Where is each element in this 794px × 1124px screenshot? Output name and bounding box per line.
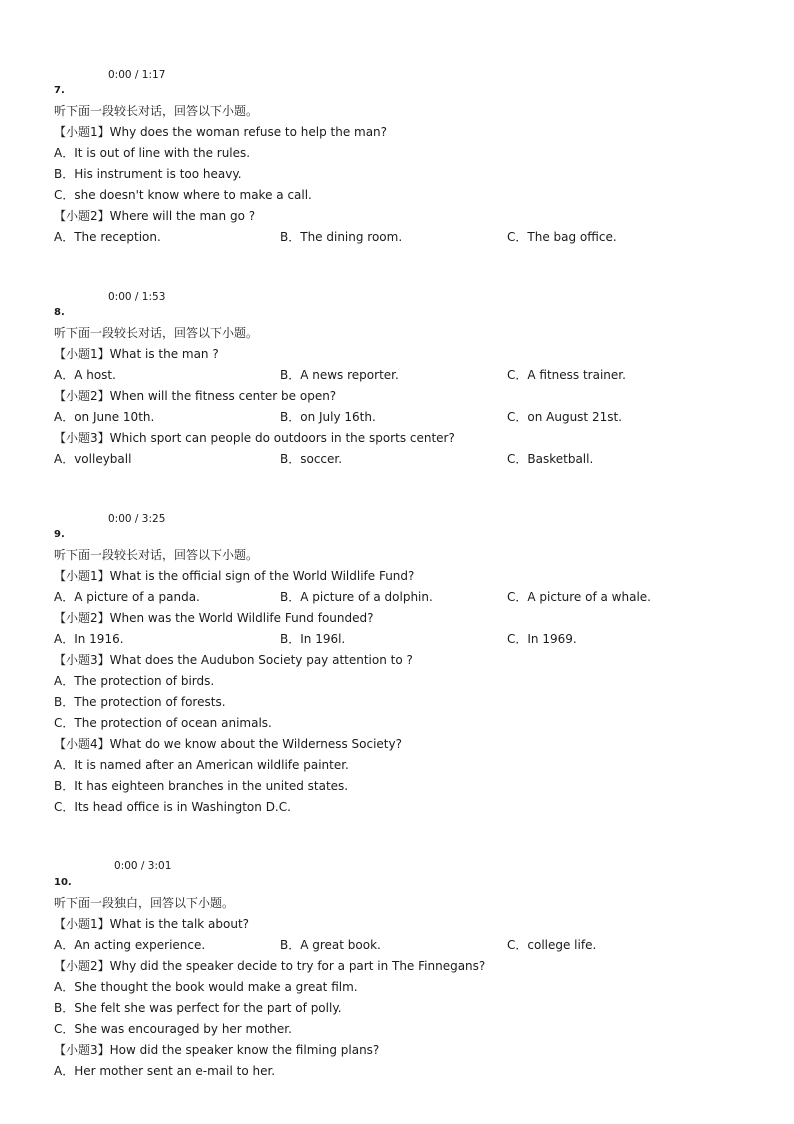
option-a: A．It is named after an American wildlife painter. bbox=[54, 758, 349, 772]
sub-question: 【小题1】What is the talk about? bbox=[54, 917, 250, 931]
option-b: B．soccer. bbox=[280, 452, 343, 466]
audio-player-time[interactable]: 0:00 / 3:01 bbox=[114, 860, 172, 872]
option-b: B．A picture of a dolphin. bbox=[280, 590, 433, 604]
option-c: C．on August 21st. bbox=[507, 410, 622, 424]
audio-player-time[interactable]: 0:00 / 3:25 bbox=[108, 513, 166, 525]
audio-player-time[interactable]: 0:00 / 1:53 bbox=[108, 291, 166, 303]
option-c: C．The bag office. bbox=[507, 230, 617, 244]
option-a: A．A host. bbox=[54, 368, 116, 382]
options-row bbox=[54, 587, 754, 608]
options-row bbox=[54, 365, 754, 386]
option-a: A．on June 10th. bbox=[54, 410, 155, 424]
option-a: A．An acting experience. bbox=[54, 938, 206, 952]
sub-question: 【小题2】Why did the speaker decide to try for a part in The Finnegans? bbox=[54, 959, 486, 973]
question-number: 8. bbox=[54, 307, 65, 318]
sub-question: 【小题2】Where will the man go ? bbox=[54, 209, 256, 223]
options-row bbox=[54, 935, 754, 956]
instruction: 听下面一段独白，回答以下小题。 bbox=[54, 896, 235, 910]
option-c: C．The protection of ocean animals. bbox=[54, 716, 272, 730]
option-c: C．Its head office is in Washington D.C. bbox=[54, 800, 291, 814]
option-c: C．she doesn't know where to make a call. bbox=[54, 188, 312, 202]
options-row bbox=[54, 629, 754, 650]
option-b: B．In 196l. bbox=[280, 632, 346, 646]
sub-question: 【小题3】Which sport can people do outdoors in the sports center? bbox=[54, 431, 455, 445]
option-a: A．The protection of birds. bbox=[54, 674, 215, 688]
option-b: B．A great book. bbox=[280, 938, 381, 952]
option-a: A．She thought the book would make a great film. bbox=[54, 980, 358, 994]
question-number: 10. bbox=[54, 877, 72, 888]
option-a: A．In 1916. bbox=[54, 632, 124, 646]
option-c: C．A fitness trainer. bbox=[507, 368, 626, 382]
question-8 bbox=[54, 323, 754, 470]
option-c: C．Basketball. bbox=[507, 452, 594, 466]
sub-question: 【小题4】What do we know about the Wilderness Society? bbox=[54, 737, 402, 751]
sub-question: 【小题1】Why does the woman refuse to help the man? bbox=[54, 125, 388, 139]
question-number: 7. bbox=[54, 85, 65, 96]
sub-question: 【小题3】How did the speaker know the filming plans? bbox=[54, 1043, 380, 1057]
sub-question: 【小题3】What does the Audubon Society pay attention to ? bbox=[54, 653, 413, 667]
options-row bbox=[54, 407, 754, 428]
option-a: A．The reception. bbox=[54, 230, 161, 244]
option-a: A．It is out of line with the rules. bbox=[54, 146, 251, 160]
sub-question: 【小题1】What is the man ? bbox=[54, 347, 219, 361]
sub-question: 【小题2】When will the fitness center be open? bbox=[54, 389, 337, 403]
question-9 bbox=[54, 545, 754, 818]
option-a: A．Her mother sent an e-mail to her. bbox=[54, 1064, 276, 1078]
option-c: C．college life. bbox=[507, 938, 597, 952]
question-10 bbox=[54, 893, 754, 1082]
option-b: B．The protection of forests. bbox=[54, 695, 226, 709]
option-a: A．A picture of a panda. bbox=[54, 590, 200, 604]
option-b: B．She felt she was perfect for the part of polly. bbox=[54, 1001, 342, 1015]
question-number: 9. bbox=[54, 529, 65, 540]
option-c: C．A picture of a whale. bbox=[507, 590, 651, 604]
audio-player-time[interactable]: 0:00 / 1:17 bbox=[108, 69, 166, 81]
instruction: 听下面一段较长对话，回答以下小题。 bbox=[54, 326, 259, 340]
option-c: C．She was encouraged by her mother. bbox=[54, 1022, 292, 1036]
option-b: B．It has eighteen branches in the united states. bbox=[54, 779, 349, 793]
instruction: 听下面一段较长对话，回答以下小题。 bbox=[54, 104, 259, 118]
option-b: B．A news reporter. bbox=[280, 368, 399, 382]
options-row bbox=[54, 449, 754, 470]
option-b: B．His instrument is too heavy. bbox=[54, 167, 242, 181]
option-b: B．The dining room. bbox=[280, 230, 403, 244]
question-7 bbox=[54, 101, 754, 248]
option-c: C．In 1969. bbox=[507, 632, 577, 646]
option-b: B．on July 16th. bbox=[280, 410, 376, 424]
sub-question: 【小题1】What is the official sign of the World Wildlife Fund? bbox=[54, 569, 415, 583]
instruction: 听下面一段较长对话，回答以下小题。 bbox=[54, 548, 259, 562]
options-row bbox=[54, 227, 754, 248]
sub-question: 【小题2】When was the World Wildlife Fund founded? bbox=[54, 611, 374, 625]
option-a: A．volleyball bbox=[54, 452, 132, 466]
